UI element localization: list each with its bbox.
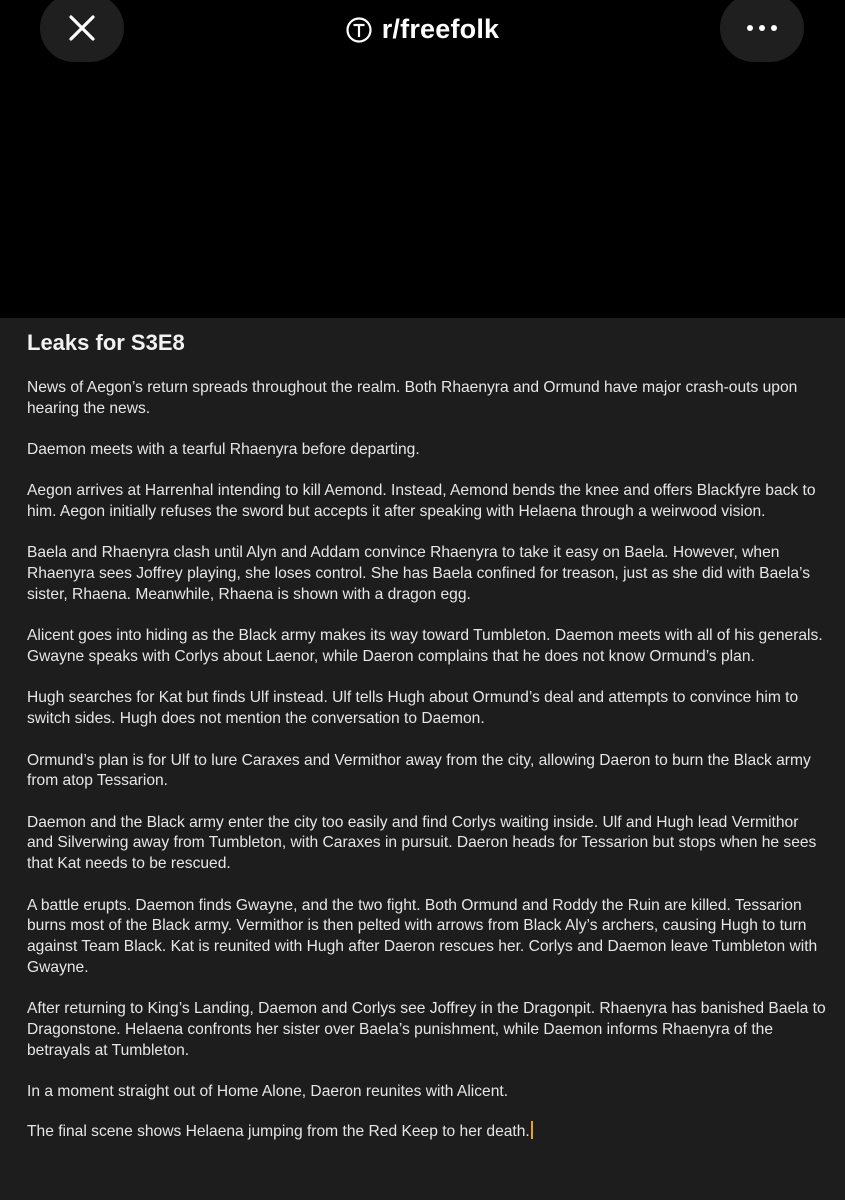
subreddit-name: r/freefolk bbox=[381, 14, 500, 44]
paragraph: Daemon meets with a tearful Rhaenyra before departing. bbox=[27, 441, 420, 459]
paragraph: Ormund’s plan is for Ulf to lure Caraxes and Vermithor away from the city, allowing Daeron to burn the Black army from atop Tessarion. bbox=[27, 751, 811, 790]
document-title: Leaks for S3E8 bbox=[27, 330, 185, 355]
paragraph: Baela and Rhaenyra clash until Alyn and Addam convince Rhaenyra to take it easy on Baela. However, when Rhaenyra sees Joffrey playing, she loses control. She has Baela confined for treason, just as she did with Baela’s sister, Rhaena. Meanwhile, Rhaena is shown with a dragon egg. bbox=[27, 544, 811, 604]
subreddit-logo-icon bbox=[346, 17, 372, 43]
more-options-button[interactable] bbox=[720, 0, 804, 62]
text-cursor bbox=[531, 1121, 533, 1139]
paragraph: Hugh searches for Kat but finds Ulf instead. Ulf tells Hugh about Ormund’s deal and attempts to convince him to switch sides. Hugh does not mention the conversation to Daemon. bbox=[27, 689, 799, 728]
document-body bbox=[27, 378, 827, 1161]
paragraph-last bbox=[27, 1121, 827, 1143]
paragraph: Alicent goes into hiding as the Black army makes its way toward Tumbleton. Daemon meets with all of his generals. Gwayne speaks with Corlys about Laenor, while Daeron complains that he does not know Ormund’s plan. bbox=[27, 627, 823, 666]
subreddit-header[interactable] bbox=[0, 14, 845, 45]
paragraph: Daemon and the Black army enter the city too easily and find Corlys waiting inside. Ulf and Hugh lead Vermithor and Silverwing away from Tumbleton, with Caraxes in pursuit. Daeron heads for Tessarion but stops when he sees that Kat needs to be rescued. bbox=[27, 813, 817, 873]
top-bar bbox=[0, 0, 845, 60]
paragraph: After returning to King’s Landing, Daemon and Corlys see Joffrey in the Dragonpit. Rhaenyra has banished Baela to Dragonstone. Helaena confronts her sister over Baela’s punishment, while Daemon informs Rhaenyra of the betrayals at Tumbleton. bbox=[27, 1000, 826, 1059]
more-horizontal-icon bbox=[746, 24, 778, 32]
paragraph: Aegon arrives at Harrenhal intending to kill Aemond. Instead, Aemond bends the knee and offers Blackfyre back to him. Aegon initially refuses the sword but accepts it after speaking with Helaena through a weirwood vision. bbox=[27, 482, 816, 521]
paragraph: A battle erupts. Daemon finds Gwayne, and the two fight. Both Ormund and Roddy the Ruin are killed. Tessarion burns most of the Black army. Vermithor is then pelted with arrows from Black Aly’s archers, causing Hugh to turn against Team Black. Kat is reunited with Hugh after Daeron rescues her. Corlys and Daemon leave Tumbleton with Gwayne. bbox=[27, 896, 818, 976]
paragraph-last-text: The final scene shows Helaena jumping from the Red Keep to her death. bbox=[27, 1122, 530, 1140]
paragraph: News of Aegon’s return spreads throughout the realm. Both Rhaenyra and Ormund have major crash-outs upon hearing the news. bbox=[27, 379, 798, 417]
paragraph: In a moment straight out of Home Alone, Daeron reunites with Alicent. bbox=[27, 1083, 509, 1101]
